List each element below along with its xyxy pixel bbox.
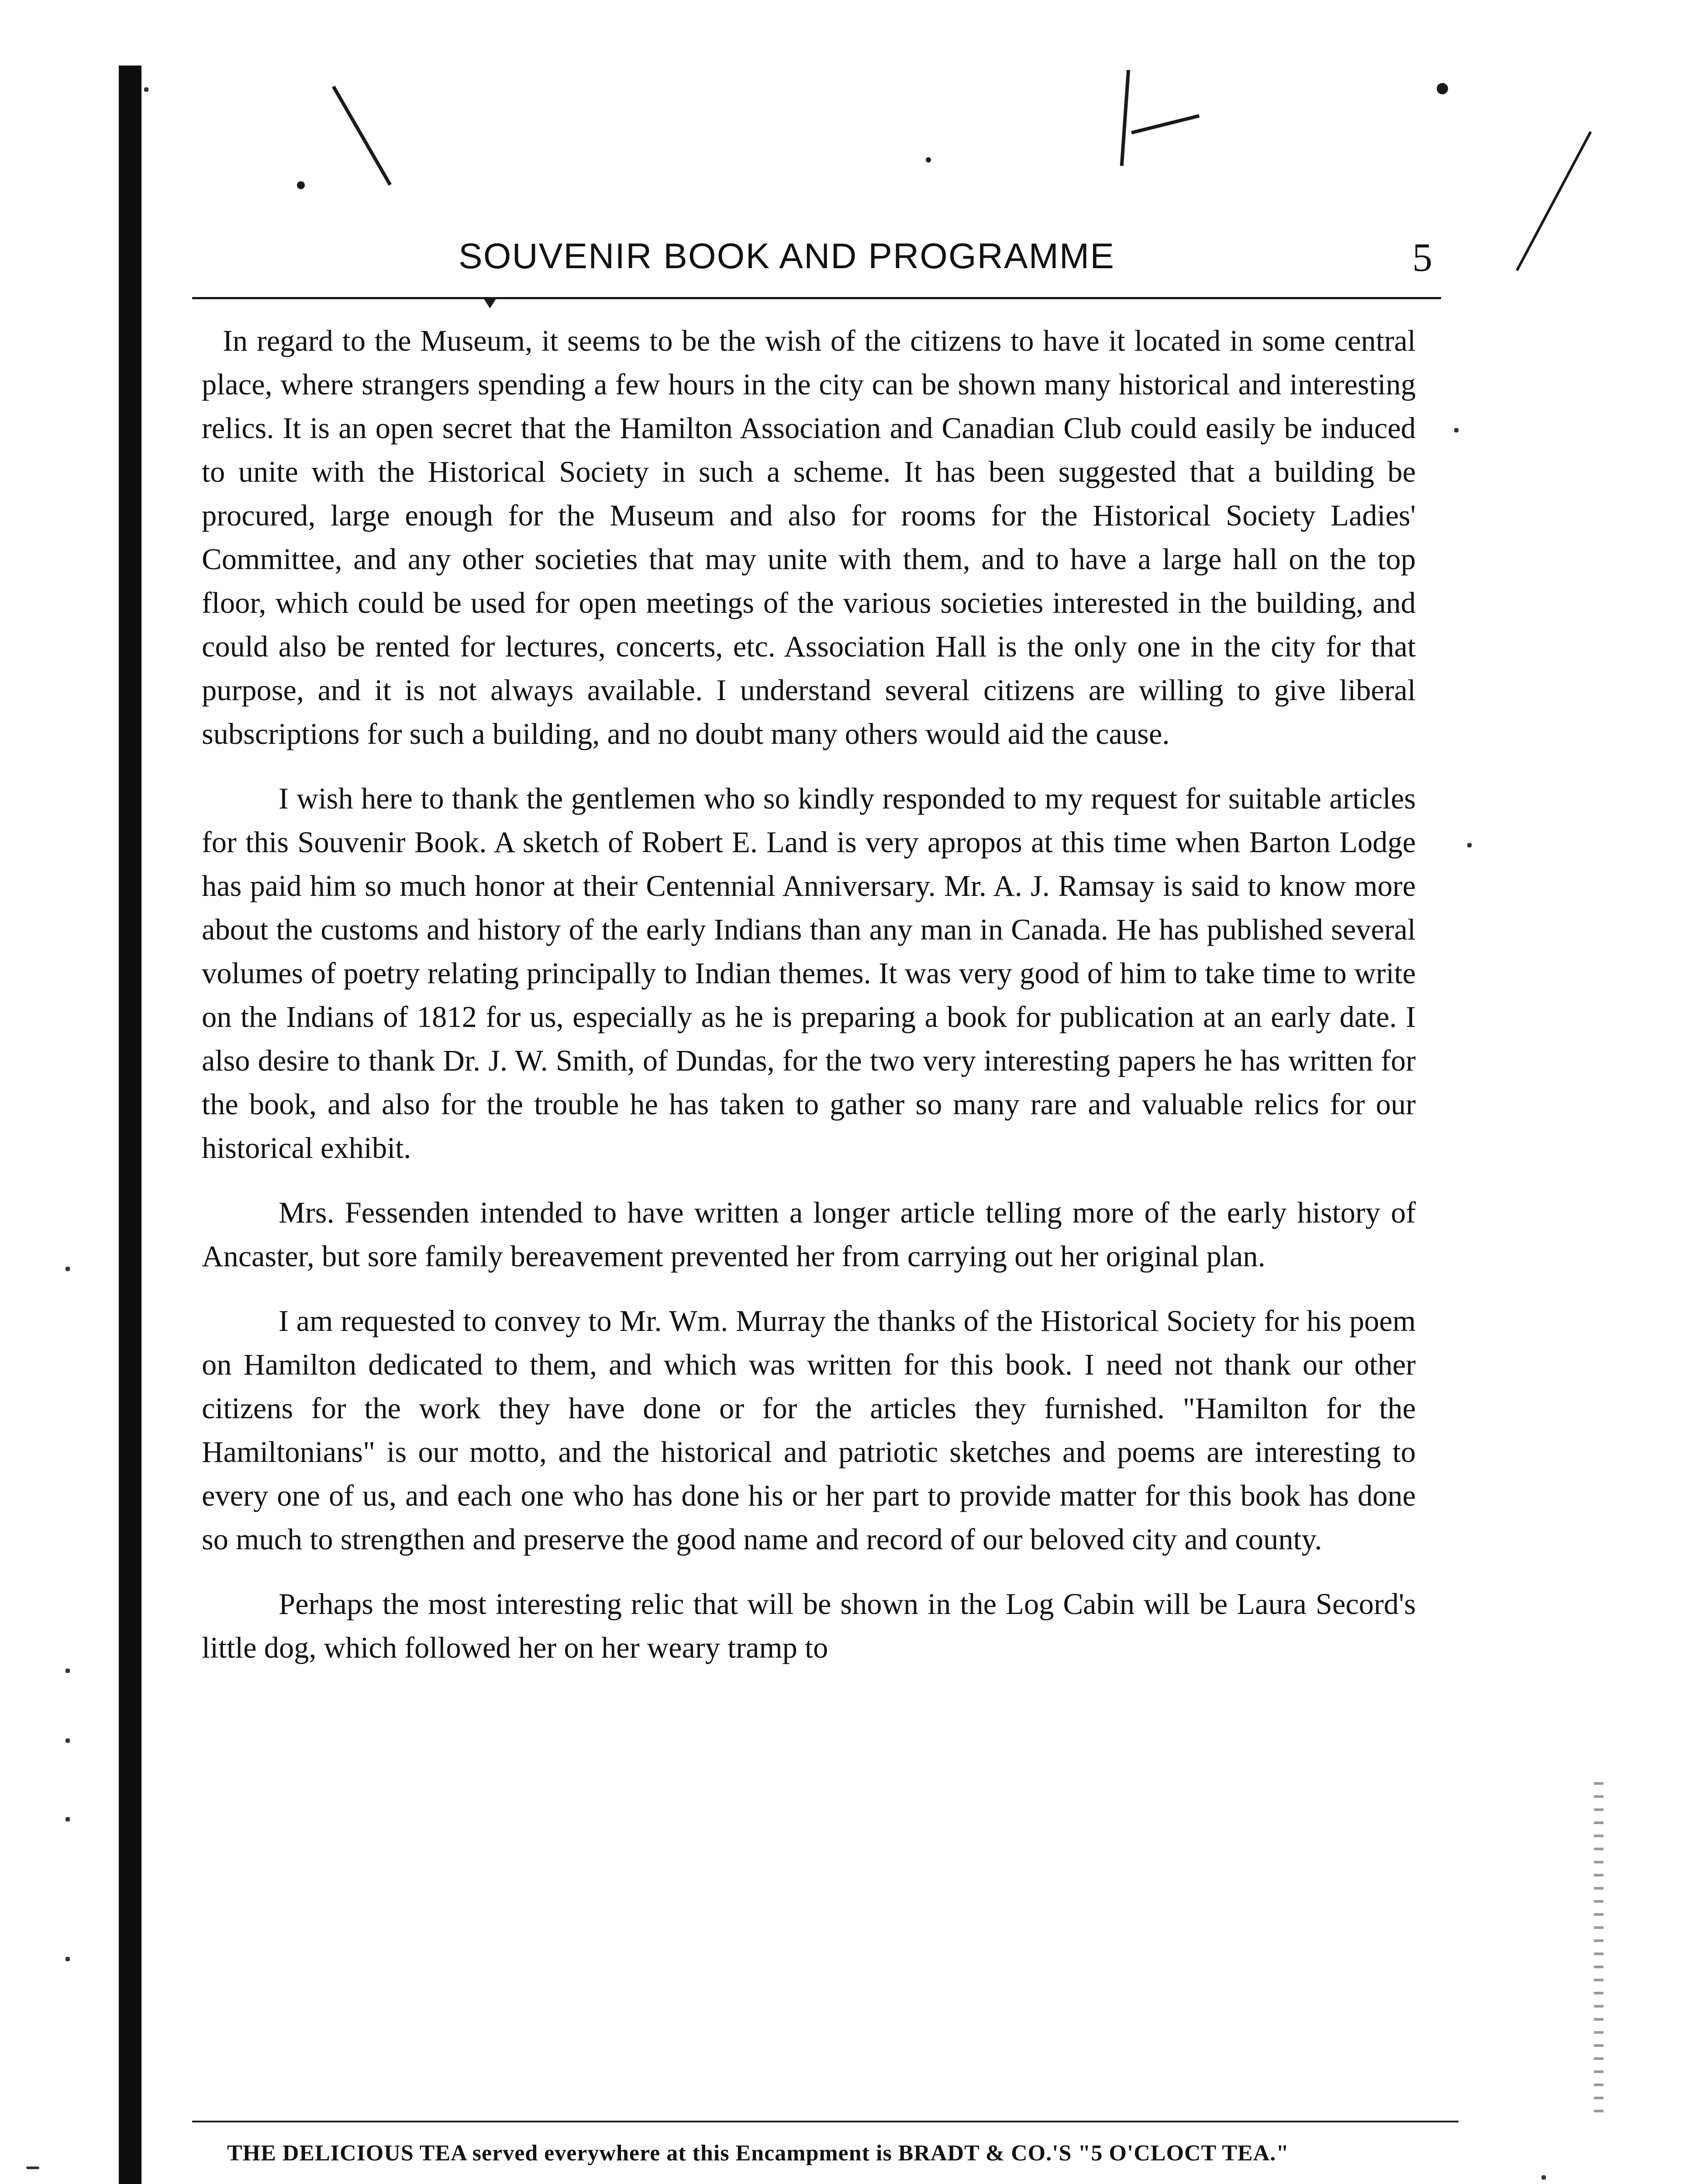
header-rule: [192, 297, 1441, 299]
pen-scratch-mark: [1131, 114, 1200, 134]
paragraph: In regard to the Museum, it seems to be the wish of the citizens to have it located in some central place, where strangers spending a few hours in the city can be shown many historical and interesting relics. It is an open secret that the Hamilton Association and Canadian Club could easily be induced to unite with the Historical Society in such a scheme. It has been suggested that a building be procured, large enough for the Museum and also for rooms for the Historical Society Ladies' Committee, and any other societies that may unite with them, and to have a large hall on the top floor, which could be used for open meetings of the various societies interested in the building, and could also be rented for lectures, concerts, etc. Association Hall is the only one in the city for that purpose, and it is not always available. I understand several citizens are willing to give liberal subscriptions for such a building, and no doubt many others would aid the cause.: [202, 324, 1416, 750]
paragraph: I wish here to thank the gentlemen who so kindly responded to my request for suitable articles for this Souvenir Book. A sketch of Robert E. Land is very apropos at this time when Barton Lodge has paid him so much honor at their Centennial Anniversary. Mr. A. J. Ramsay is said to know more about the customs and history of the early Indians than any man in Canada. He has published several volumes of poetry relating principally to Indian themes. It was very good of him to take time to write on the Indians of 1812 for us, especially as he is preparing a book for publication at an early date. I also desire to thank Dr. J. W. Smith, of Dundas, for the two very interesting papers he has written for the book, and also for the trouble he has taken to gather so many rare and valuable relics for our historical exhibit.: [202, 782, 1416, 1165]
pen-scratch-mark: [1120, 70, 1130, 166]
header-rule-ornament: [484, 299, 496, 308]
ink-speck: [66, 1738, 70, 1743]
ink-speck: [1454, 428, 1459, 432]
running-header: [201, 236, 1432, 284]
binding-shadow: [119, 66, 141, 2184]
ink-dot: [297, 181, 305, 189]
page-number: 5: [1412, 235, 1432, 280]
paragraph: I am requested to convey to Mr. Wm. Murray the thanks of the Historical Society for his poem on Hamilton dedicated to them, and which was written for this book. I need not thank our other citizens for the work they have done or for the articles they furnished. "Hamilton for the Hamiltonians" is our motto, and the historical and patriotic sketches and poems are interesting to every one of us, and each one who has done his or her part to provide matter for this book has done so much to strengthen and preserve the good name and record of our beloved city and county.: [202, 1304, 1416, 1556]
footer-advertisement: THE DELICIOUS TEA served everywhere at this Encampment is BRADT & CO.'S "5 O'CLOCT TEA.": [227, 2141, 1290, 2166]
pen-scratch-mark: [332, 86, 392, 186]
ink-speck: [26, 2167, 39, 2169]
ink-speck: [66, 1957, 70, 1961]
body-text: [202, 319, 1416, 1690]
footer-rule: [192, 2121, 1459, 2122]
ink-speck: [1542, 2175, 1546, 2180]
ink-speck: [66, 1669, 70, 1673]
ink-speck: [1467, 843, 1472, 847]
ink-speck: [66, 1817, 70, 1821]
pen-scratch-mark: [1516, 131, 1592, 271]
ink-dot: [926, 157, 931, 162]
paragraph: Perhaps the most interesting relic that will be shown in the Log Cabin will be Laura Secord's little dog, which followed her on her weary tramp to: [202, 1587, 1416, 1664]
margin-noise: [1594, 1782, 1604, 2123]
ink-dot: [1437, 83, 1448, 94]
ink-speck: [66, 1267, 70, 1271]
running-title: SOUVENIR BOOK AND PROGRAMME: [459, 236, 1115, 276]
ink-speck: [144, 87, 148, 92]
paragraph: Mrs. Fessenden intended to have written a longer article telling more of the early history of Ancaster, but sore family bereavement prevented her from carrying out her original plan.: [202, 1196, 1416, 1273]
